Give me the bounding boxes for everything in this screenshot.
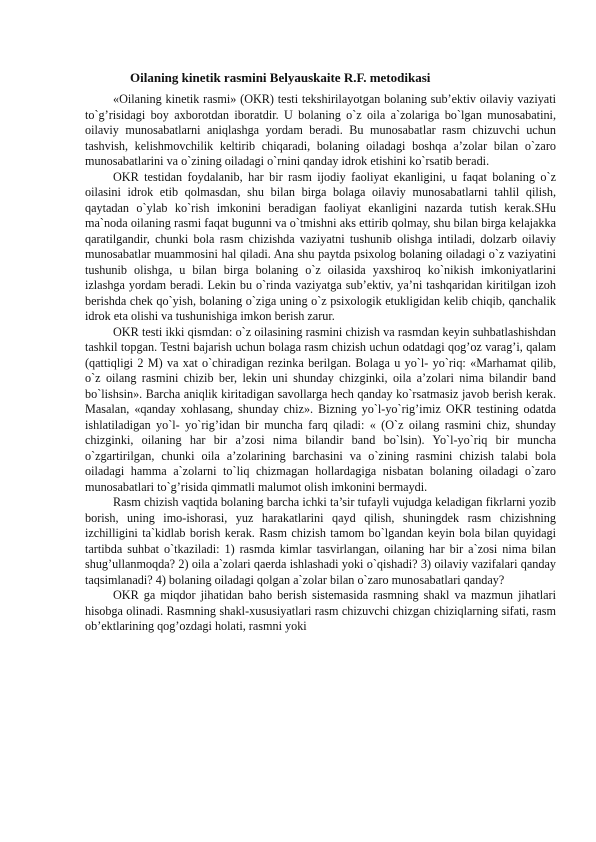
paragraph-okr-usage: OKR testidan foydalanib, har bir rasm ijodiy faoliyat ekanligini, u faqat bolaning o`z oilasini idrok etib qolmasdan, shu bilan birga bolaga oilaviy munosabatlarni tahlil qilish, qaytadan o`ylab ko`rish imkonini beradigan faoliyat ekanligini nazarda tutish kerak.SHu ma`noda oilaning rasmi faqat bugunni va o`tmishni aks ettirib qolmay, shu bilan birga kelajakka qaratilgandir, chunki bola rasm chizishda vaziyatni tushunib olishga intiladi, dolzarb oilaviy munosabatlar muammosini hal qiladi. Ana shu paytda psixolog bolaning oiladagi o`z vaziyatini tushunib olishga, u bilan birga bolaning o`z oilasida yaxshiroq ko`nikish imkoniyatlarini izlashga yordam beradi. Lekin bu o`rinda vaziyatga sub’ektiv, ya’ni tashqaridan kiritilgan izoh berishda chek qo`yish, bolaning o`ziga uning o`z psixologik etukligidan kelib chiqib, qanchalik idrok eta olishi va tushunishiga imkon berish zarur. bbox=[85, 169, 556, 323]
paragraph-test-procedure: OKR testi ikki qismdan: o`z oilasining rasmini chizish va rasmdan keyin suhbatlashishdan tashkil topgan. Testni bajarish uchun bolaga rasm chizish uchun odatdagi qog’oz varag’i, qalam (qattiqligi 2 M) va xat o`chiradigan rezinka berilgan. Bolaga u yo`l- yo`riq: «Marhamat qilib, o`z oilang rasmini chizib ber, lekin uni shunday chizginki, oila a’zolari nima bilandir band bo`lishsin». Barcha aniqlik kiritadigan savollarga hech qanday ko`rsatmasiz javob berish kerak. Masalan, «qanday xohlasang, shunday chiz». Bizning yo`l-yo`rig’imiz OKR testining odatda ishlatiladigan yo`l- yo`rig’idan bir muncha farq qiladi: « (O`z oilang rasmini chiz, shunday chizginki, oilaning har bir a’zosi nima bilandir band bo`lsin). Yo`l-yo`riq bir muncha o`zgartirilgan, chunki oila a’zolarining barchasini va o`zining rasmini chizish talabi bola oiladagi hamma a`zolarni to`liq chizmagan hollardagiga nisbatan bolaning oiladagi o`zaro munosabatlari to`g’risida qimmatli malumot olish imkonini bermaydi. bbox=[85, 324, 556, 494]
document-title: Oilaning kinetik rasmini Belyauskaite R.F. metodikasi bbox=[130, 70, 431, 85]
paragraph-intro: «Oilaning kinetik rasmi» (OKR) testi tekshirilayotgan bolaning sub’ektiv oilaviy vaziyati to`g’risidagi boy axborotdan iboratdir. U bolaning o`z oila a`zolariga bo`lgan munosabatini, oilaviy munosabatlarni aniqlashga yordam beradi. Bu munosabatlar rasm chizuvchi uchun tashvish, kelishmovchilik keltirib chiqaradi, bolaning oiladagi boshqa a’zolar bilan o`zaro munosabatlarini va o`zining oiladagi o`rnini qanday idrok etishini ko`rsatib beradi. bbox=[85, 92, 556, 168]
paragraph-conversation: Rasm chizish vaqtida bolaning barcha ichki ta’sir tufayli vujudga keladigan fikrlarni yozib borish, uning imo-ishorasi, yuz harakatlarini qayd qilish, shuningdek rasm chizishning izchilligini ta`kidlab borish kerak. Rasm chizish tamom bo`lgandan keyin bola bilan quyidagi tartibda suhbat o`tkaziladi: 1) rasmda kimlar tasvirlangan, oilaning har bir a`zosi nima bilan shug’ullanmoqda? 2) oila a`zolari qaerda ishlashadi yoki o`qishadi? 3) oilaviy vazifalari qanday taqsimlanadi? 4) bolaning oiladagi qolgan a`zolar bilan o`zaro munosabatlari qanday? bbox=[85, 495, 556, 587]
paragraph-evaluation: OKR ga miqdor jihatidan baho berish sistemasida rasmning shakl va mazmun jihatlari hisobga olinadi. Rasmning shakl-xususiyatlari rasm chizuvchi chizgan chiziqlarning sifati, rasm ob’ektlarining qog’ozdagi holati, rasmni yoki bbox=[85, 588, 556, 633]
